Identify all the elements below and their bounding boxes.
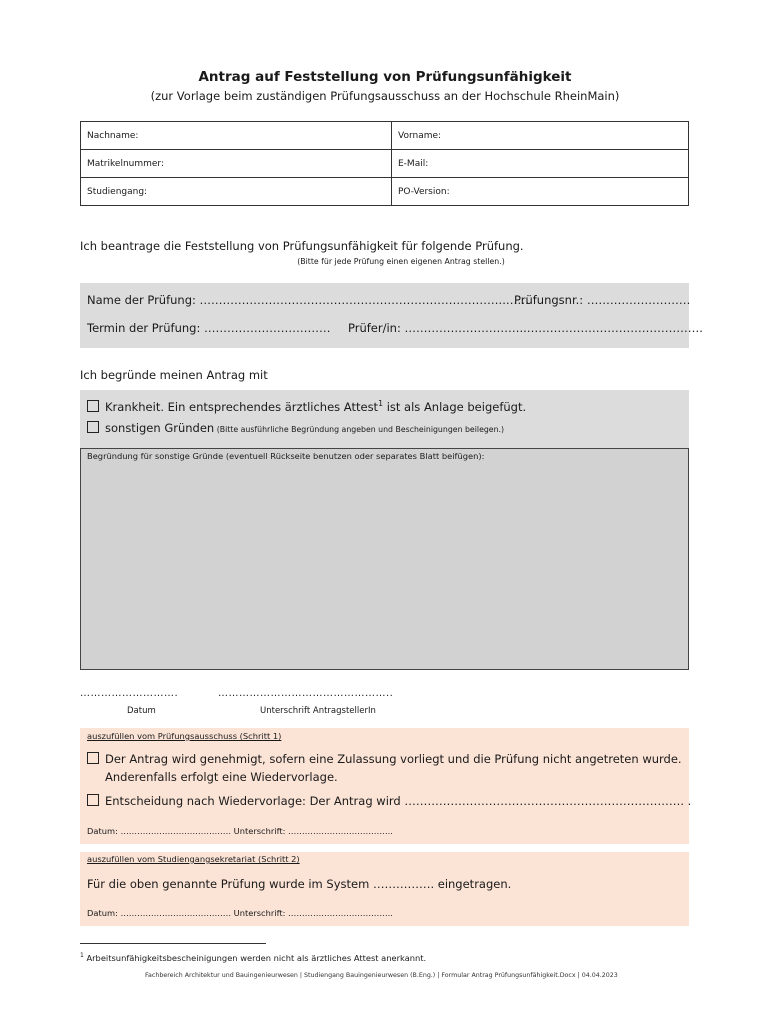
date-label: Datum xyxy=(127,706,156,716)
resubmission-checkbox[interactable] xyxy=(87,794,99,806)
exam-date-field[interactable]: …………………………… xyxy=(203,321,331,335)
exam-number-field[interactable]: ……………………… xyxy=(586,293,691,307)
footnote-marker: 1 xyxy=(80,952,84,959)
reason-textarea[interactable] xyxy=(80,448,689,670)
document-subtitle: (zur Vorlage beim zuständigen Prüfungsausschuss an der Hochschule RheinMain) xyxy=(150,89,620,103)
other-reasons-checkbox[interactable] xyxy=(87,421,99,433)
table-row xyxy=(81,122,689,150)
approval-label-continued: Anderenfalls erfolgt eine Wiedervorlage. xyxy=(105,770,338,784)
illness-option-suffix: ist als Anlage beigefügt. xyxy=(383,399,527,414)
email-field[interactable]: E-Mail: xyxy=(392,150,689,178)
signature-field[interactable]: ………………………………………….. xyxy=(218,688,394,699)
exam-date-label: Termin der Prüfung: xyxy=(87,321,201,335)
office-date-signature[interactable]: Datum: …………………………………. Unterschrift: ……………………………….. xyxy=(87,908,393,918)
office-heading: auszufüllen vom Studiengangsekretariat (Schritt 2) xyxy=(87,854,300,864)
table-row xyxy=(81,178,689,206)
footnote-text: Arbeitsunfähigkeitsbescheinigungen werden nicht als ärztliches Attest anerkannt. xyxy=(83,952,427,963)
exam-number-label: Prüfungsnr.: xyxy=(514,293,584,307)
matriculation-field[interactable]: Matrikelnummer: xyxy=(81,150,392,178)
date-field[interactable]: ………………………. xyxy=(80,688,179,699)
signature-label: Unterschrift AntragstellerIn xyxy=(260,706,376,716)
po-version-field[interactable]: PO-Version: xyxy=(392,178,689,206)
lastname-field[interactable]: Nachname: xyxy=(81,122,392,150)
footnote-ref: 1 xyxy=(378,399,384,408)
program-office-section xyxy=(80,852,689,926)
illness-checkbox[interactable] xyxy=(87,400,99,412)
other-reasons-note: (Bitte ausführliche Begründung angeben und Bescheinigungen beilegen.) xyxy=(214,425,505,434)
exam-details-box xyxy=(80,283,703,348)
examination-board-section xyxy=(80,728,692,844)
personal-data-table xyxy=(80,121,689,206)
approval-label: Der Antrag wird genehmigt, sofern eine Zulassung vorliegt und die Prüfung nicht angetreten wurde. xyxy=(105,752,682,766)
other-reasons-label: sonstigen Gründen xyxy=(105,421,215,435)
reason-textarea-label: Begründung für sonstige Gründe (eventuell Rückseite benutzen oder separates Blatt beifügen): xyxy=(87,451,485,461)
approval-checkbox[interactable] xyxy=(87,752,99,764)
page-footer: Fachbereich Architektur und Bauingenieurwesen | Studiengang Bauingenieurwesen (B.Eng.) | Formular Antrag Prüfungsunfähigkeit.Docx | 04.04.2023 xyxy=(145,972,618,979)
office-entry-text: Für die oben genannte Prüfung wurde im System ……………. eingetragen. xyxy=(87,877,512,891)
table-row xyxy=(81,150,689,178)
examiner-label: Prüfer/in: xyxy=(348,321,401,335)
request-statement: Ich beantrage die Feststellung von Prüfungsunfähigkeit für folgende Prüfung. xyxy=(80,239,524,253)
request-note: (Bitte für jede Prüfung einen eigenen Antrag stellen.) xyxy=(297,257,505,266)
footnote xyxy=(80,952,426,963)
resubmission-label: Entscheidung nach Wiedervorlage: Der Antrag wird ………………………………………………………………. . xyxy=(105,794,692,808)
examiner-field[interactable]: …………………………..………………………………………. xyxy=(404,321,703,335)
illness-option-label: Krankheit. Ein entsprechendes ärztliches Attest xyxy=(105,399,379,414)
firstname-field[interactable]: Vorname: xyxy=(392,122,689,150)
study-program-field[interactable]: Studiengang: xyxy=(81,178,392,206)
board-heading: auszufüllen vom Prüfungsausschuss (Schritt 1) xyxy=(87,731,282,741)
board-date-signature[interactable]: Datum: …………………………………. Unterschrift: ……………………………….. xyxy=(87,826,393,836)
document-title: Antrag auf Feststellung von Prüfungsunfähigkeit xyxy=(198,69,572,85)
exam-name-label: Name der Prüfung: xyxy=(87,293,196,307)
footnote-divider xyxy=(80,943,266,944)
reasons-heading: Ich begründe meinen Antrag mit xyxy=(80,368,268,382)
exam-name-field[interactable]: ……………………………………………………………………..…… xyxy=(199,293,529,307)
reasons-box xyxy=(80,390,689,448)
